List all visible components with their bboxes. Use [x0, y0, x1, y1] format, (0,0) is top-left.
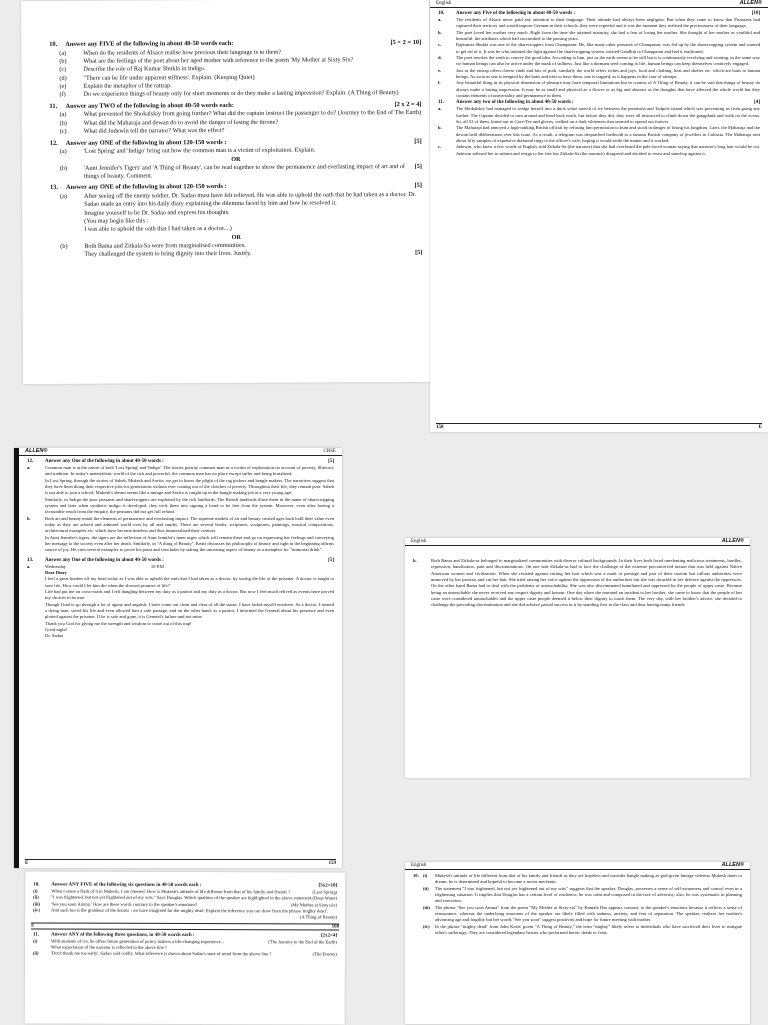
- question-11: 11. Answer ANY of the following three questions, in 40-50 words each : [2x2=4]: [33, 932, 338, 939]
- question-item: (iii) 'See you soon Amma.' How are these words contrary to the speaker's emotions? (My Mother at Sixty-six): [33, 901, 338, 908]
- diary-date-line: a. Wednesday 10 P.M.: [27, 563, 165, 569]
- q12-option-a: (a) 'Lost Spring' and 'Indigo' bring out how the common man is a victim of exploitation. Explain.: [59, 146, 316, 156]
- diary-para: Life had put me on cross-roads and I felt dangling between my duty as a patriot and my duty as a doctor. But now I feel much relived as events have proved my choices to be true.: [45, 588, 334, 601]
- page-header: English ALLEN®: [430, 0, 768, 8]
- question-item: (ii) "I was frightened, but not yet frightened out of my wits." Says Douglas. Which qualities of the speaker are highlighted in the above statement. (Deep Water): [33, 894, 338, 901]
- diary-sign: Good night!: [45, 626, 68, 632]
- page-footer: 158 E: [436, 425, 762, 430]
- answer-item: (iii) The phrase "See you soon Amma" from the poem "My Mother at Sixty-six" by Kamala Das appears contrary to the speaker's emotions because it reflects a sense of reassurance, whereas the underlying emotions of the speaker are likely filled with sadness, anxiety, and fear of separation. The speaker, realizes her mother's advancing age and fragility but her words "See you soon" suggest positivity and hope for future meeting with mother.: [423, 904, 742, 923]
- answer-item: e. Just as the rattrap offers cheese rinds and bits of pork, similarly the world offers riches and joys, food and clothing, heat and shelter etc. which are baits to human beings. As soon as one is tempted by the baits and tries to have them, one is trapped, as it happens in the case of rattraps.: [438, 67, 760, 79]
- answer-page-paper-2: [405, 862, 750, 1024]
- q13-line: Imagine yourself to be Dr. Sadao and express his thoughts.: [84, 208, 230, 217]
- answer-heading-10: 10. Answer any Five of the following in about 40-50 words : [10]: [438, 11, 760, 16]
- answer-item: (iv) In the phrase "mighty dead" from John Keats' poem "A Thing of Beauty," the term "mighty" likely refers to individuals who have sacrificed their lives to mitigate other's sufferings. They are considered legendary heroes who performed heroic deeds or feats.: [423, 923, 742, 935]
- question-item: (i) When I sense a flash of it in Mukesh, I am cheered. How is Mukesh's attitude of life different from that of his family and friends ? (Lost Spring): [33, 888, 338, 895]
- q10-item: (c) Describe the role of Raj Kumar Shukla in Indigo.: [59, 65, 206, 74]
- q13-option-a: (a) After seeing off the enemy soldier, Dr. Sadao must have felt relieved. He was able to uphold the oath that he had taken as a doctor. Dr. Sadao made an entry into his daily diary explaining the dilemma faced by him and how he resolved it.: [60, 190, 417, 209]
- answer-item: b. The Maharaja had annoyed a high-ranking British official by refusing him permission to hunt and stood in danger of losing his kingdom. Later, the Maharaja and the dewan held deliberations over this issue. As a result, a telegram was despatched forthwith to a famous British company of jewellers in Calcutta. The Maharaja sent about fifty samples of expensive diamond rings to the officer's wife, hoping it would settle the matter and it worked.: [438, 125, 760, 143]
- answer-heading-13: 13. Answer any One of the following in about 40-50 words : [5]: [27, 557, 334, 563]
- answer-para: In Aunt Jennifer's tigers, the tigers are the reflection of Aunt Jennifer's inner urges which will remain there and go on expressing her feelings and conveying her message to the society even after her death. Similarly, in "A thing of Beauty", Keats discusses his philosophy of beauty and right in the beginning affirms source of joy. He cites several examples to prove his point and concludes by stating the unceasing aspect of beauty as a metaphor for "immortal drink".: [45, 534, 334, 553]
- answer-page-159: [14, 448, 342, 868]
- allen-logo: ALLEN®: [721, 862, 744, 868]
- diary-sign: Dr. Sadao: [45, 633, 64, 639]
- answer-para: In Lost Spring, through the stories of Saheb, Mukesh and Savita, we get to know the plight of the rag pickers and bangle makers. The narratives suggest that they have been doing their respective jobs for generations without ever coming out of the clutches of poverty. Throughout their life, they remain poor. Saheb is not able to join a school; Mukesh's dream seems like a mirage and Savita is caught up in the bangle making job at a very young age.: [45, 477, 334, 496]
- q10-item: (a) When do the residents of Alsace realise how precious their language is to them?: [59, 48, 282, 57]
- q13-line: (You may begin like this :: [84, 217, 149, 225]
- question-10: 10. Answer ANY FIVE of the following six questions in 40-50 words each : [5x2=10]: [33, 882, 338, 889]
- page-footer: E 159: [25, 861, 336, 866]
- answer-item: a. The residents of Alsace never paid any attention to their language. Their attitude had always been negligent. But when they came to know that Prussians had captured their territory and would impose German in their schools, they were regretful and it was the moment they realised the preciousness of their language.: [438, 17, 760, 29]
- answer-heading-12: 12. Answer any One of the following in about 40-50 words : [5]: [27, 459, 334, 464]
- or-divider: OR: [231, 233, 241, 241]
- diary-greeting: Dear Diary: [45, 569, 67, 575]
- answer-item: b. Both art and beauty entail the elements of permanence and everlasting impact. The supreme models of art and beauty created ages back hold their value even today as they are adored and admired world over by all and sundry. There are several books, scriptures, sculptures, paintings, musical compositions, architectural examples etc. which have become timeless and thus immortalised their creators.: [27, 515, 334, 534]
- diary-para: I feel a great burden off my head today as I was able to uphold the oath that I had taken as a doctor, by saving the life of the prisoner. A doctor is taught to save life. How could I let him die when the showed promise of life?: [45, 576, 334, 588]
- q10-item: (d) "There can be life under apparent stillness'. Explain. (Keeping Quiet): [59, 73, 255, 82]
- allen-logo: ALLEN®: [25, 448, 48, 454]
- answer-item: (ii) The statement "I was frightened, but not yet frightened out of my wits" suggests that the speaker, Douglas, possesses a sense of self-awareness and control even in a frightening situation. It implies that Douglas has a certain level of resilience, he was calm and composed in the face of adversity, also, he was systematic in planning and execution.: [423, 885, 742, 904]
- question-item: (ii) 'Don't thank me too early'. Sadao said coldly. What inference is drawn about Sadao's state of mind from the above line ? (The Enemy): [32, 950, 337, 957]
- question-paper-page: [21, 0, 431, 384]
- question-13: 13. Answer any ONE of the following in about 120-150 words : [5]: [49, 182, 422, 192]
- q11-item: (a) What prevented the Shokalskiy from going further? What did the captain instruct the passenger to do? (Journey to the End of The Earth): [59, 109, 422, 119]
- allen-logo: ALLEN®: [721, 538, 744, 544]
- page-header: English ALLEN®: [405, 862, 750, 870]
- answer-item: c. Judewin, who knew a few words of English, told Zitkala-Sa (the narrator) that she had overheard the pale-faced woman saying that narrator's long hair would be cut. Judewin advised her to submit and resign to her fate but Zitkala-Sa (the narrator) disagreed and decided to resist and stand-up against it.: [438, 144, 760, 156]
- q12-option-b: (b) 'Aunt Jennifer's Tigers' and 'A Thing of Beauty', can be read together to show the permanence and everlasting impact of art and of things of beauty. Comment. [5]: [59, 162, 422, 180]
- diary-para: Thank you God for giving me the strength and wisdom to come out of this trap!: [45, 620, 192, 626]
- page-header: ALLEN® CBSE: [19, 448, 342, 456]
- answer-item: f. Any beautiful thing in its physical dimension of pleasure may have temporal limitations but in context of A Thing of Beauty, it can be said that things of beauty do always make a lasting impression. It may be as small and physical as a flower or as big and abstract as the thoughts that have affected the whole world but they contain elements of universality and permanence in them.: [438, 80, 760, 98]
- q11-item: (c) What did Judewin tell the narrator? What was the effect?: [59, 127, 225, 136]
- question-item: (i) With students of ice, he offers future generation of policy makers a life-changing experience... (The Journey to the End of the Earth): [33, 938, 338, 945]
- diary-para: Though I had to go through a lot of agony and anguish, I have come out clean and clear of all the stains. I have failed myself nowhere. As a doctor, I treated a dying man, saved his life and even allowed him a safe passage, and on the other hand, as a patriot, I informed the General about his presence and even plotted against the prisoner. If he is safe and gone, it is General's failure and not mine.: [45, 601, 334, 620]
- q10-item: (b) What are the feelings of the poet about her aged mother with reference to the poem 'My Mother at Sixty Six?: [59, 56, 354, 65]
- question-11: 11. Answer any TWO of the following in about 40-50 words each: [2 x 2 = 4]: [49, 100, 422, 110]
- answer-heading-11: 11. Answer any two of the following in about 40-50 words : [4]: [438, 100, 760, 106]
- question-item: (iv) And such too is the grandeur of the dooms ; we have imagined for the mighty dead. Explain the inference you can draw from the phrase 'mighty dead'. (A Thing of Beauty): [33, 907, 338, 920]
- page-header: English ALLEN®: [405, 538, 750, 546]
- page-break: E 160: [31, 923, 340, 930]
- q13-option-b-line: They challenged the system to bring dignity into their lives. Justify. [5]: [84, 249, 423, 258]
- q13-option-b: (b) Both Bama and Zitkala-Sa were from marginalised communities.: [60, 241, 246, 250]
- answer-item: c. Rajkumar Shukla was one of the sharecroppers from Champaran. He, like many other peasants of Champaran, was fed up by the sharecropping system and wanted to get rid of it. It was he who initiated the fight against the sharecropping system, invited Gandhiji to Champaran and had it eradicated.: [438, 42, 760, 54]
- question-item: What expectation of the narrator is reflected in the above line ?: [50, 944, 167, 950]
- answer-item: 10. (i) Mukesh's attitude of life different from that of his family and friends as they are hopeless and consider bangle making as god-given lineage whereas Mukesh dares to dream, he is determined and hopeful to become a motor mechanic.: [413, 873, 742, 885]
- answer-item: a. Common man is at the centre of both 'Lost Spring' and 'Indigo'. The stories portray common man as a victim of exploitation on account of poverty, illiteracy and tradition. In today's materialistic world of the rich and powerful, the common man has no place except suffer and being brutalized.: [27, 465, 334, 477]
- question-10: 10. Answer any FIVE of the following in about 40-50 words each: [5 × 2 = 10]: [49, 38, 422, 48]
- q13-line: I was able to uphold the oath that I had taken as a doctor....): [84, 225, 232, 234]
- answer-item: d. The poet invokes the earth to convey the good idea. According to him, just as the earth seems to be still but it is continuously revolving and rotating, in the same way we human beings can also be active under the mask of stillness. Just like a dormant seed coming to life, human beings can keep themselves creatively engaged.: [438, 54, 760, 67]
- allen-logo: ALLEN®: [739, 0, 762, 6]
- answer-para: Similarly, in Indigo the poor peasants and sharecroppers are exploited by the rich landlords. The British landlords illuse them in the name of sharecropping system and later when synthetic indigo is developed, they trick them into signing a bond to be free from the system. Moreover, even after having a favourable result from the enquiry, the peasants did not get full refund.: [45, 496, 334, 515]
- question-paper-page-2: [25, 871, 346, 1024]
- or-divider: OR: [231, 155, 241, 163]
- answer-item: b. Both Bama and Zitkala-sa belonged to marginalized communities with diverse cultural backgrounds. In their lives both faced unrelenting malicious treatments, hurdles, repression, humiliation, pain and discriminations. On one side Zitkala-sa had to face the challenge of the extreme preconceived notion that was held against Native American women and civilization. When she resisted against cutting her hair which was a mark of prestige and part of their custom but callous authorities were unmoved by her protests and cut her hair. She tried raising her voice against the oppression of the authorities but she was dwarfed in her defence against the oppressors. On the other hand Bama had to deal with the problems of untouchability. She was also discriminated humiliated and oppressed by the people of upper caste. Because being an untouchable she never received any respect dignity and honour. One day when she narrated an incident to her brother, she came to know that the people of her caste were considered untouchables and the upper caste people deemed it below their dignity to touch them. The very day, with her brother's advice, she decided to challenge the prevailing discrimination and she did achieve partial success in it by standing first in the class and thus having many friends.: [413, 558, 742, 608]
- question-12: 12. Answer any ONE of the following in about 120-150 words : [5]: [49, 137, 422, 147]
- answer-page-continuation: [405, 538, 750, 778]
- q10-item: (e) Explain the metaphor of the rattrap.: [59, 82, 172, 90]
- answer-page-158: [430, 0, 768, 432]
- answer-item: b. The poet loved her mother very much. Right from the time she attained maturity, she had a fear of losing her mother. She thought of her mother as youthful and beautiful, the attributes which had succumbed to the passing years.: [438, 29, 760, 41]
- q10-item: (f) Do we experience things of beauty only for short moments or do they make a lasting impression? Explain. (A Thing of Beauty): [59, 89, 399, 99]
- answer-item: a. The Shokalskiy had managed to wedge herself into a thick white stretch of ice between the peninsula and Tadpole island which was preventing us from going any further. The Captain decided to turn around and head back north, but before they did, they were all instructed to climb down the gangplank and walk on the ocean. So, all 52 of them, kitted out in Gore-Tex and gloves, walked on a dark whiteness that seemed to spread out forever.: [438, 106, 760, 124]
- q11-item: (b) What did the Maharaja and dewan do to avoid the danger of losing the throne?: [59, 118, 279, 127]
